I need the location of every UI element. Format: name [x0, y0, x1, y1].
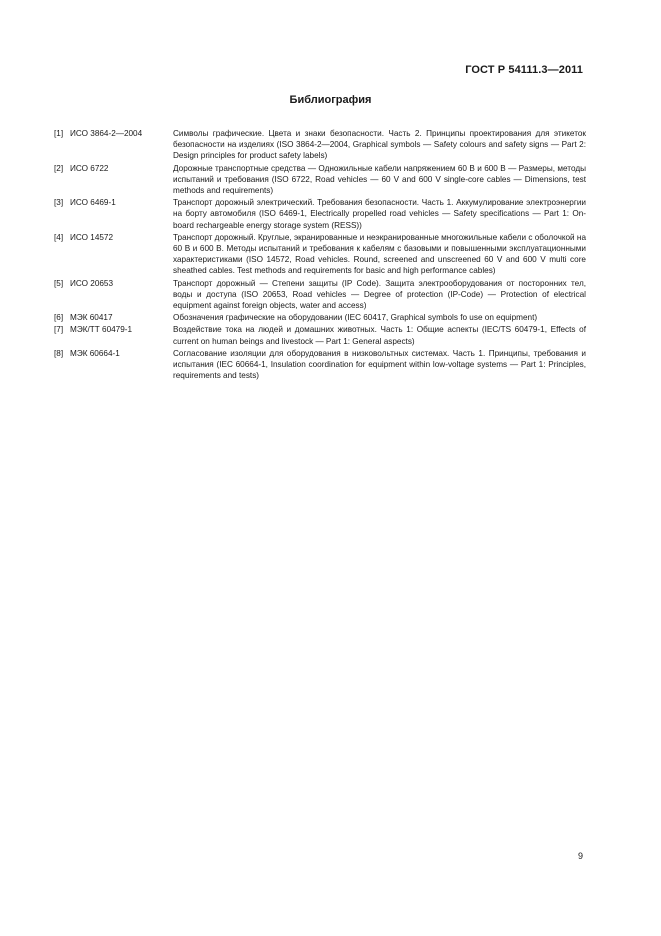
page-title: Библиография: [289, 94, 372, 106]
entry-number: [6]: [54, 313, 64, 323]
bibliography-entry: [54, 312, 586, 323]
bibliography-entry: [54, 348, 586, 382]
entry-standard-code: ИСО 20653: [70, 278, 114, 288]
entry-number: [3]: [54, 198, 64, 208]
bibliography-list: [54, 128, 586, 382]
entry-standard-code: МЭК 60417: [70, 313, 113, 323]
entry-number: [4]: [54, 232, 64, 242]
entry-description: Символы графические. Цвета и знаки безопасности. Часть 2. Принципы проектирования для этикеток безопасности на изделиях (ISO 3864-2—2004, Graphical symbols — Safety colours and safety signs — Part 2: Design principles for product safety labels): [173, 129, 586, 161]
entry-number: [8]: [54, 348, 64, 358]
page-number: 9: [577, 851, 583, 861]
entry-standard-code: ИСО 6722: [70, 163, 109, 173]
bibliography-entry: [54, 163, 586, 197]
bibliography-entry: [54, 197, 586, 231]
document-id: ГОСТ Р 54111.3—2011: [465, 64, 583, 76]
entry-description: Воздействие тока на людей и домашних животных. Часть 1: Общие аспекты (IEC/TS 60479-1, Effects of current on human beings and livestock — Part 1: General aspects): [173, 325, 586, 346]
entry-description: Транспорт дорожный — Степени защиты (IP Code). Защита электрооборудования от посторонних тел, воды и доступа (ISO 20653, Road vehicles — Degree of protection (IP-Code) — Protection of electrical equipment against foreign objects, water and access): [173, 278, 586, 311]
bibliography-entry: [54, 324, 586, 346]
entry-standard-code: МЭК 60664-1: [70, 348, 120, 358]
entry-standard-code: ИСО 3864-2—2004: [70, 129, 143, 138]
bibliography-entry: [54, 128, 586, 162]
entry-number: [1]: [54, 129, 64, 138]
entry-number: [5]: [54, 278, 64, 288]
entry-description: Дорожные транспортные средства — Одножильные кабели напряжением 60 В и 600 В — Размеры, методы испытаний и требования (ISO 6722, Road vehicles — 60 V and 600 V single-core cables — Dimensions, test methods and requirements): [173, 163, 586, 196]
bibliography-entry: [54, 232, 586, 277]
bibliography-entry: [54, 278, 586, 312]
entry-number: [2]: [54, 163, 64, 173]
entry-description: Транспорт дорожный электрический. Требования безопасности. Часть 1. Аккумулирование электроэнергии на борту автомобиля (ISO 6469-1, Electrically propelled road vehicles — Safety specifications — Part 1: On-board rechargeable energy storage system (RESS)): [173, 198, 586, 230]
entry-number: [7]: [54, 325, 64, 335]
entry-description: Транспорт дорожный. Круглые, экранированные и неэкранированные многожильные кабели с оболочкой на 60 В и 600 В. Методы испытаний и требования к кабелям с базовыми и повышенными эксплуатационными характеристиками (ISO 14572, Road vehicles. Round, screened and unscreened 60 V and 600 V multi core sheathed cables. Test methods and requirements for basic and high performance cables): [173, 232, 586, 276]
entry-standard-code: МЭК/ТТ 60479-1: [70, 325, 133, 335]
entry-standard-code: ИСО 6469-1: [70, 198, 116, 208]
entry-standard-code: ИСО 14572: [70, 232, 114, 242]
entry-description: Согласование изоляции для оборудования в низковольтных системах. Часть 1. Принципы, требования и испытания (IEC 60664-1, Insulation coordination for equipment within low-voltage systems — Part 1: Principles, requirements and tests): [173, 348, 586, 381]
entry-description: Обозначения графические на оборудовании (IEC 60417, Graphical symbols fo use on equipment): [173, 313, 538, 323]
